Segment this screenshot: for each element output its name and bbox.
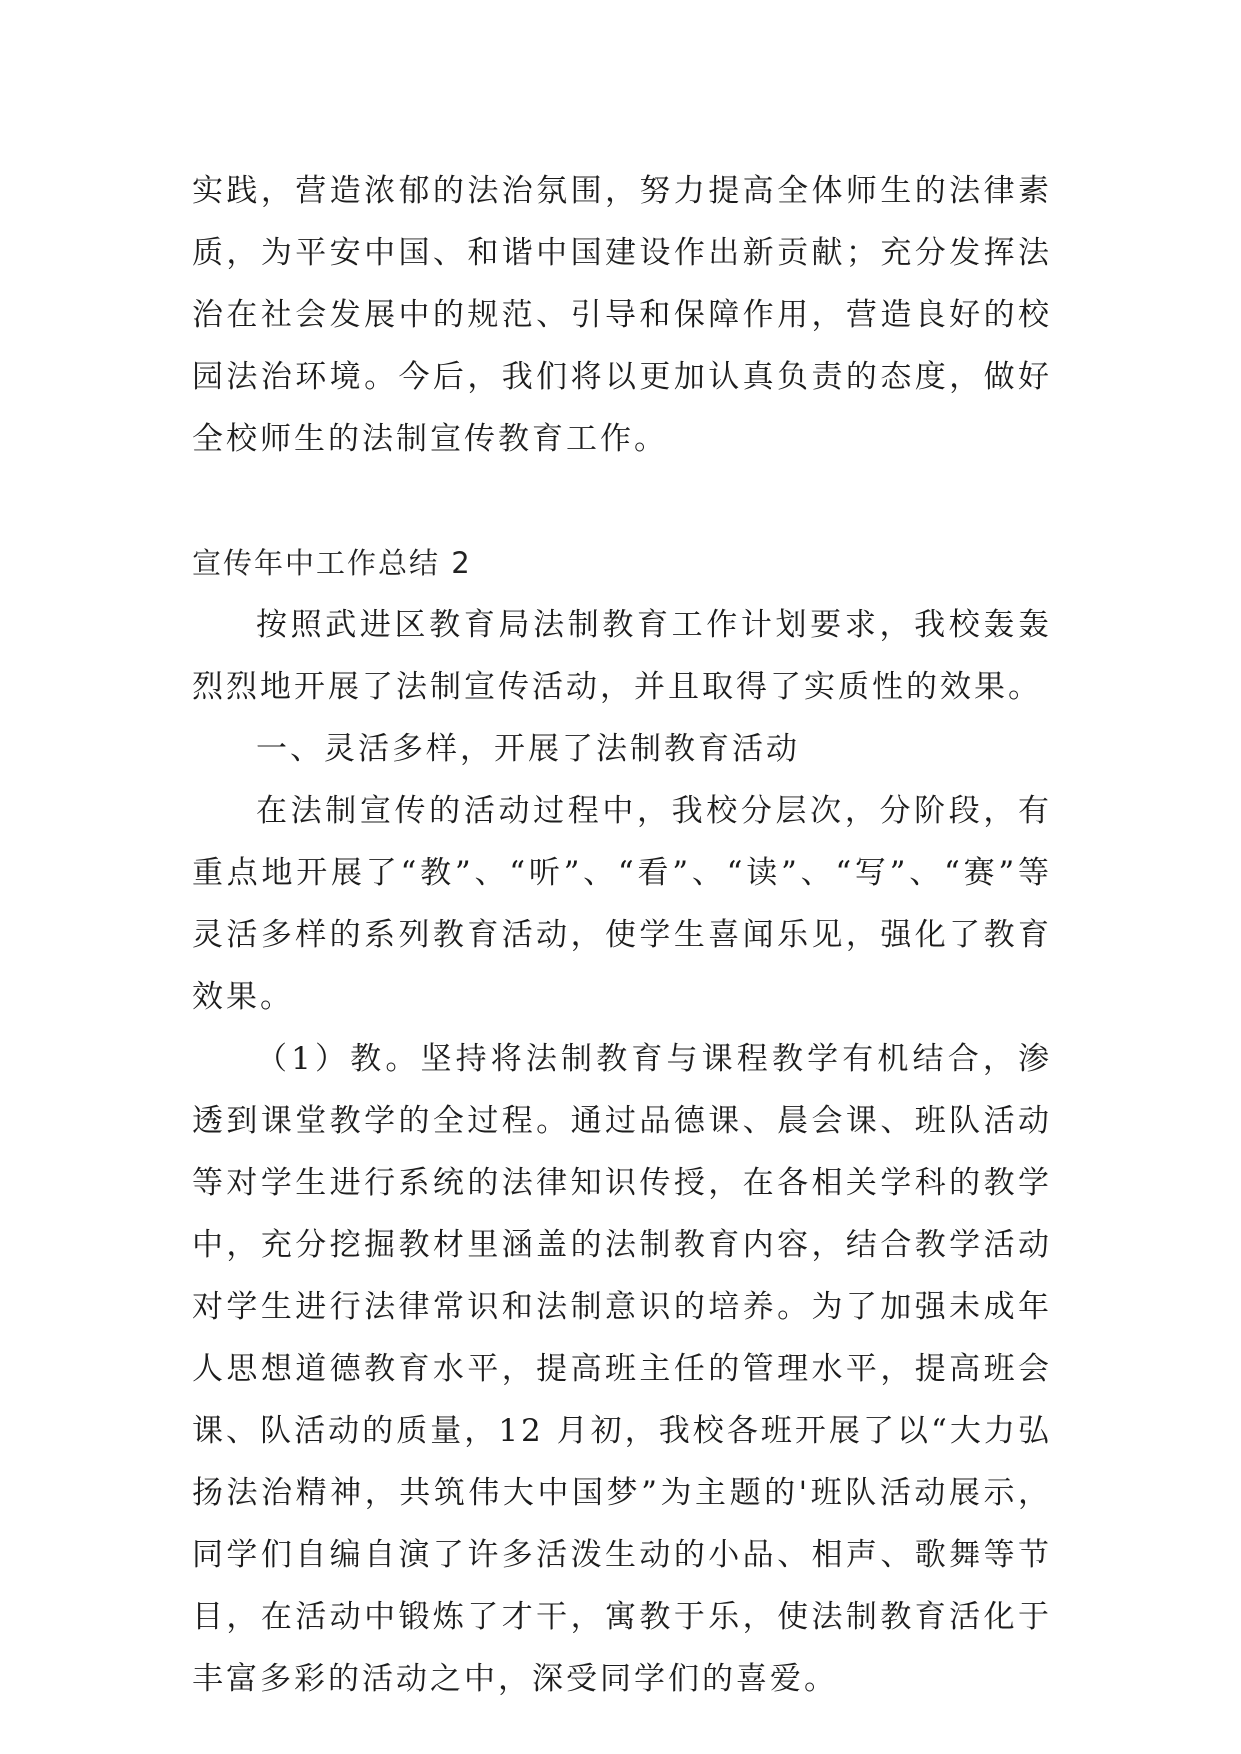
paragraph-continued: 实践，营造浓郁的法治氛围，努力提高全体师生的法律素质，为平安中国、和谐中国建设作出新贡献；充分发挥法治在社会发展中的规范、引导和保障作用，营造良好的校园法治环境。今后，我们将以更加认真负责的态度，做好全校师生的法制宣传教育工作。 — [192, 173, 1052, 457]
teach-paragraph: （1）教。坚持将法制教育与课程教学有机结合，渗透到课堂教学的全过程。通过品德课、晨会课、班队活动等对学生进行系统的法律知识传授，在各相关学科的教学中，充分挖掘教材里涵盖的法制教育内容，结合教学活动对学生进行法律常识和法制意识的培养。为了加强未成年人思想道德教育水平，提高班主任的管理水平，提高班会课、队活动的质量，12 月初，我校各班开展了以“大力弘扬法治精神，共筑伟大中国梦”为主题的'班队活动展示，同学们自编自演了许多活泼生动的小品、相声、歌舞等节目，在活动中锻炼了才干，寓教于乐，使法制教育活化于丰富多彩的活动之中，深受同学们的喜爱。 — [192, 1041, 1052, 1697]
section-heading: 宣传年中工作总结 2 — [192, 546, 472, 580]
subheading-one: 一、灵活多样，开展了法制教育活动 — [256, 731, 800, 767]
intro-paragraph: 按照武进区教育局法制教育工作计划要求，我校轰轰烈烈地开展了法制宣传活动，并且取得了实质性的效果。 — [192, 607, 1052, 705]
activities-paragraph: 在法制宣传的活动过程中，我校分层次，分阶段，有重点地开展了“教”、“听”、“看”、“读”、“写”、“赛”等灵活多样的系列教育活动，使学生喜闻乐见，强化了教育效果。 — [192, 793, 1052, 1015]
document-body — [192, 160, 1052, 1710]
